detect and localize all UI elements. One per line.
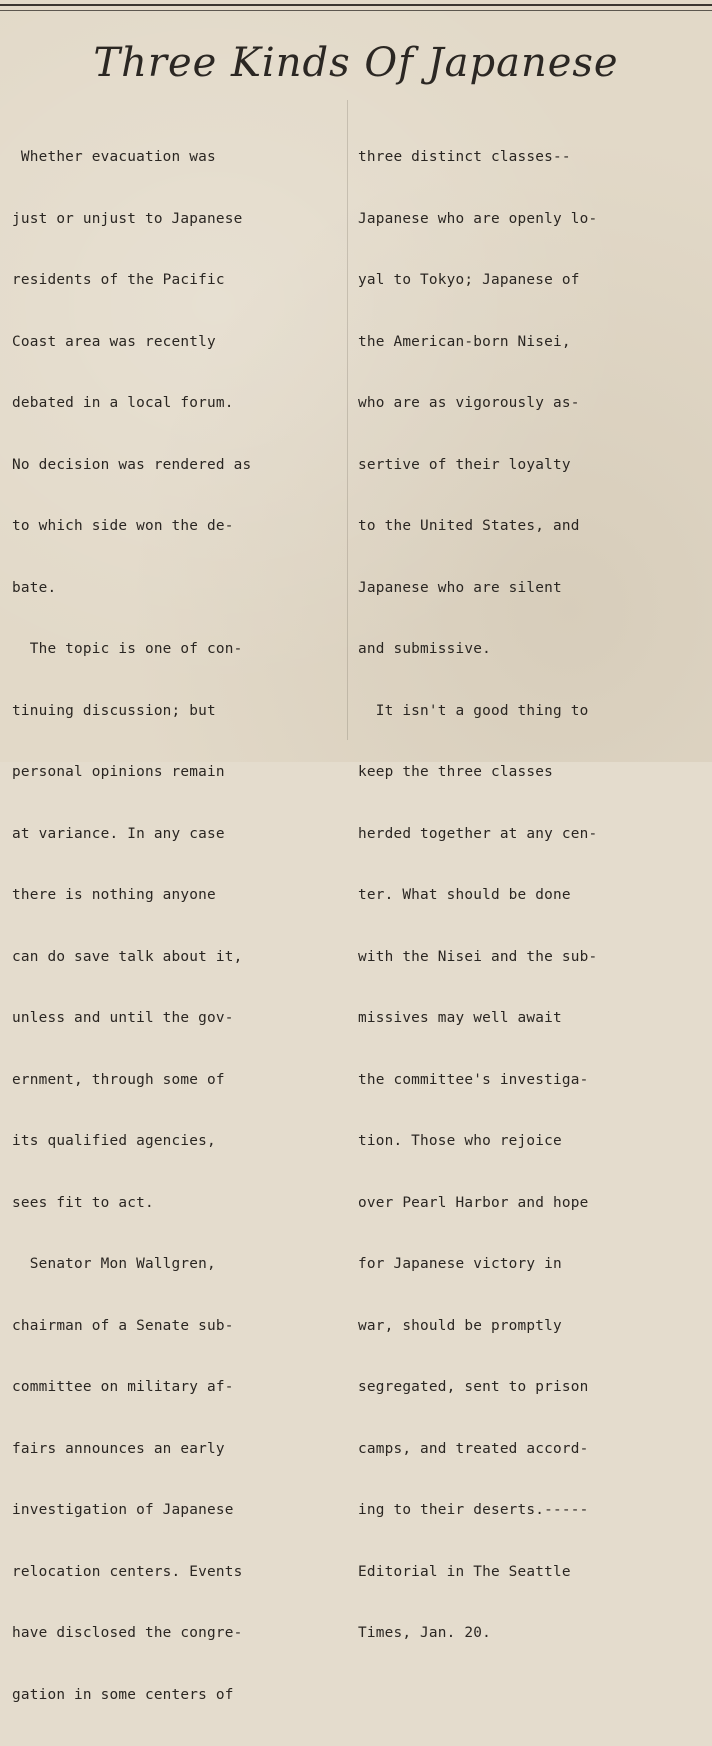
text-line: relocation centers. Events [12,1563,243,1580]
headline: Three Kinds Of Japanese [93,40,619,86]
text-line: Times, Jan. 20. [358,1625,491,1641]
text-line: three distinct classes-- [358,149,571,165]
text-line: can do save talk about it, [12,948,243,965]
text-line: who are as vigorously as- [358,395,580,411]
text-line: and submissive. [358,641,491,657]
text-line: chairman of a Senate sub- [12,1317,234,1334]
text-line: at variance. In any case [12,825,225,842]
text-line: ing to their deserts.----- [358,1502,589,1518]
text-line: missives may well await [358,1010,562,1026]
text-line: Editorial in The Seattle [358,1563,571,1580]
text-line: It isn't a good thing to [358,702,589,719]
text-line: camps, and treated accord- [358,1440,589,1457]
text-line: Senator Mon Wallgren, [12,1256,216,1272]
right-column [358,106,703,1685]
text-line: keep the three classes [358,764,554,780]
text-line: segregated, sent to prison [358,1379,589,1395]
text-line: yal to Tokyo; Japanese of [358,272,580,288]
text-line: Japanese who are silent [358,579,562,596]
text-line: war, should be promptly [358,1317,562,1334]
text-line: tinuing discussion; but [12,702,216,719]
text-line: over Pearl Harbor and hope [358,1194,589,1211]
text-line: gation in some centers of [12,1686,234,1703]
text-line: unless and until the gov- [12,1010,234,1026]
text-line: the American-born Nisei, [358,333,571,350]
text-line: committee on military af- [12,1379,234,1395]
top-rule-thin [0,10,712,11]
text-line: just or unjust to Japanese [12,210,243,227]
text-line: debated in a local forum. [12,395,234,411]
text-line: bate. [12,579,57,596]
text-line: ter. What should be done [358,887,571,903]
text-line: the committee's investiga- [358,1071,589,1088]
text-line: The topic is one of con- [12,641,243,657]
text-line: residents of the Pacific [12,272,225,288]
text-line: there is nothing anyone [12,887,216,903]
top-rule [0,4,712,6]
column-divider [347,100,348,740]
text-line: investigation of Japanese [12,1502,234,1518]
text-line: ernment, through some of [12,1071,225,1088]
text-line: for Japanese victory in [358,1256,562,1272]
text-line: its qualified agencies, [12,1133,216,1149]
left-column [12,106,342,1746]
text-line: No decision was rendered as [12,456,252,473]
text-line: sees fit to act. [12,1194,154,1211]
text-line: with the Nisei and the sub- [358,948,598,965]
text-line: fairs announces an early [12,1440,225,1457]
text-line: have disclosed the congre- [12,1625,243,1641]
text-line: tion. Those who rejoice [358,1133,562,1149]
text-line: Whether evacuation was [12,149,216,165]
text-line: personal opinions remain [12,764,225,780]
text-line: Japanese who are openly lo- [358,210,598,227]
text-line: herded together at any cen- [358,825,598,842]
text-line: Coast area was recently [12,333,216,350]
text-line: to the United States, and [358,518,580,534]
text-line: sertive of their loyalty [358,456,571,473]
text-line: to which side won the de- [12,518,234,534]
